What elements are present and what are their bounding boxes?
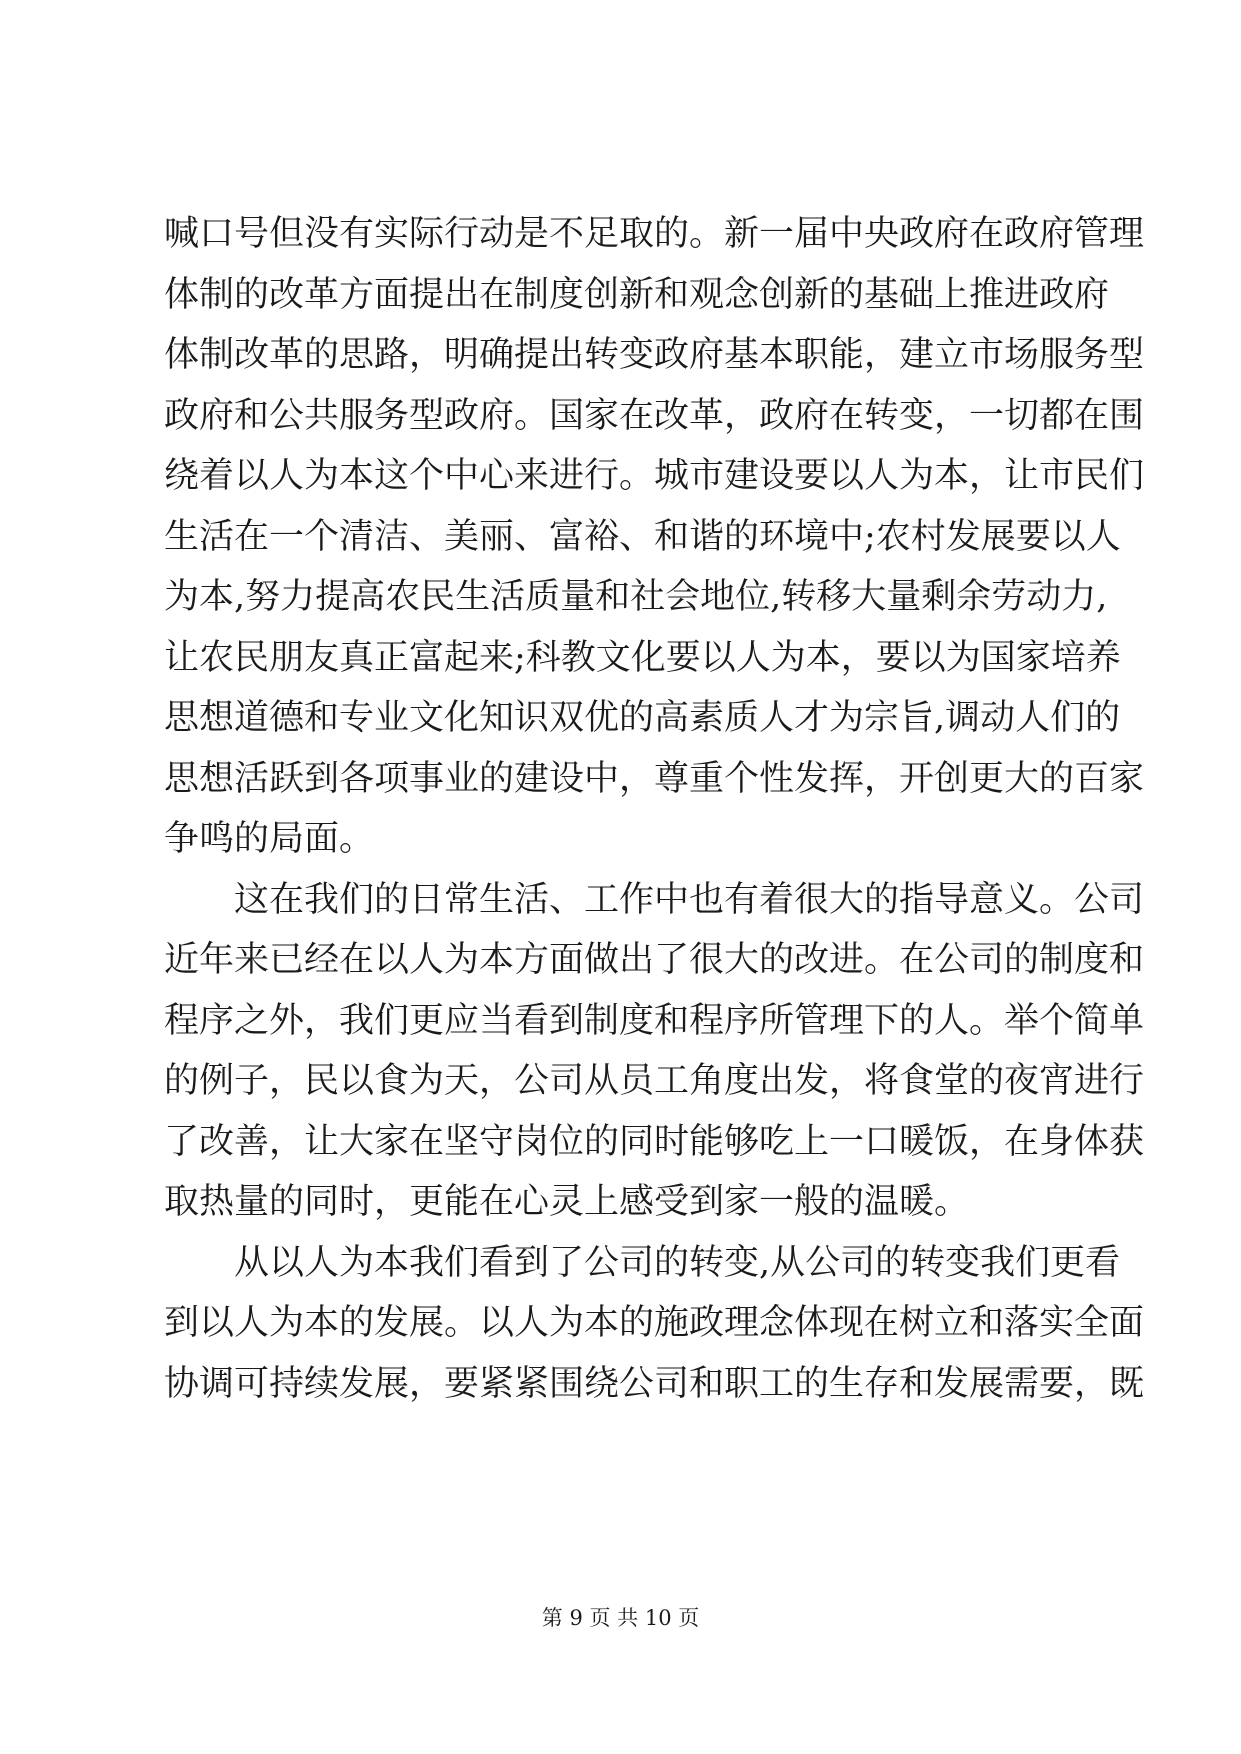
text-line: 喊口号但没有实际行动是不足取的。新一届中央政府在政府管理 bbox=[164, 214, 1145, 254]
document-body bbox=[164, 204, 1145, 1414]
text-line: 争鸣的局面。 bbox=[164, 819, 375, 859]
text-line: 让农民朋友真正富起来;科教文化要以人为本，要以为国家培养 bbox=[164, 637, 1121, 678]
text-line: 了改善，让大家在坚守岗位的同时能够吃上一口暖饭，在身体获 bbox=[164, 1121, 1145, 1162]
page-number-footer: 第 9 页 共 10 页 bbox=[541, 1606, 700, 1630]
text-line: 生活在一个清洁、美丽、富裕、和谐的环境中;农村发展要以人 bbox=[164, 516, 1121, 557]
text-line: 的例子，民以食为天，公司从员工角度出发，将食堂的夜宵进行 bbox=[164, 1061, 1145, 1101]
paragraph-2 bbox=[164, 870, 1145, 1233]
text-line: 体制的改革方面提出在制度创新和观念创新的基础上推进政府 bbox=[164, 274, 1110, 315]
text-line: 协调可持续发展，要紧紧围绕公司和职工的生存和发展需要，既 bbox=[164, 1363, 1145, 1404]
text-line: 取热量的同时，更能在心灵上感受到家一般的温暖。 bbox=[164, 1182, 970, 1222]
text-line: 这在我们的日常生活、工作中也有着很大的指导意义。公司 bbox=[234, 879, 1145, 920]
paragraph-3 bbox=[164, 1233, 1145, 1415]
text-line: 近年来已经在以人为本方面做出了很大的改进。在公司的制度和 bbox=[164, 940, 1145, 980]
text-line: 到以人为本的发展。以人为本的施政理念体现在树立和落实全面 bbox=[164, 1303, 1145, 1343]
text-line: 思想道德和专业文化知识双优的高素质人才为宗旨,调动人们的 bbox=[164, 698, 1121, 738]
text-line: 思想活跃到各项事业的建设中，尊重个性发挥，开创更大的百家 bbox=[164, 758, 1145, 799]
text-line: 程序之外，我们更应当看到制度和程序所管理下的人。举个简单 bbox=[164, 1000, 1145, 1041]
text-line: 政府和公共服务型政府。国家在改革，政府在转变，一切都在围 bbox=[164, 395, 1145, 436]
text-line: 为本,努力提高农民生活质量和社会地位,转移大量剩余劳动力, bbox=[164, 577, 1108, 617]
text-line: 从以人为本我们看到了公司的转变,从公司的转变我们更看 bbox=[234, 1242, 1121, 1283]
text-line: 绕着以人为本这个中心来进行。城市建设要以人为本，让市民们 bbox=[164, 456, 1145, 496]
text-line: 体制改革的思路，明确提出转变政府基本职能，建立市场服务型 bbox=[164, 335, 1145, 375]
paragraph-1 bbox=[164, 204, 1145, 870]
